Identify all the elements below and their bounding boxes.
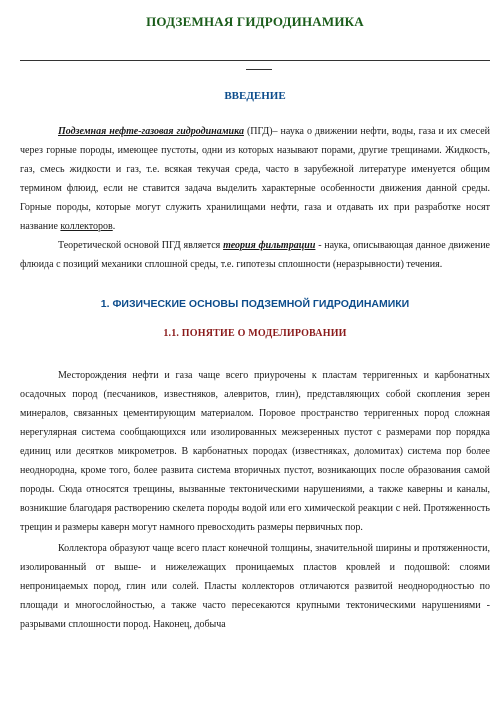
short-divider [246,69,272,70]
paragraph-deposits: Месторождения нефти и газа чаще всего приурочены к пластам терригенных и карбонатных осадочных пород (песчаников, известняков, алевритов, глин), представляющих собой скопления зерен минералов, связанных цементирующим материалом. Поровое пространство терригенных пород сложная нерегулярная система сообщающихся или изолированных межзеренных пустот с размерами пор порядка единиц или десятков микрометров. В карбонатных породах (известняках, доломитах) система пор более неоднородна, кроме того, более развита система вторичных пустот, возникающих после образования самой породы. Сюда относятся трещины, вызванные тектоническими нарушениями, а также каверны и каналы, возникшие благодаря растворению скелета породы водой или его химической реакции с ней. Протяженность трещин и размеры каверн могут намного превосходить размеры первичных пор. [20,370,490,533]
document-title: ПОДЗЕМНАЯ ГИДРОДИНАМИКА [146,14,364,29]
section-1-heading: 1. ФИЗИЧЕСКИЕ ОСНОВЫ ПОДЗЕМНОЙ ГИДРОДИНАМИКИ [100,298,410,310]
intro-paragraph-2 [20,236,490,274]
intro-p1-text-a: (ПГД)– наука о движении нефти, воды, газа и их смесей через горные породы, имеющее пустоты, одни из которых называют порами, другие трещинами. Жидкость, газ, смесь жидкости и газ, т.е. всякая текучая среда, часто в зарубежной литературе именуется общим термином флюид, если не ставится задача выделить характерные особенности движения данной среды. Горные породы, которые могут служить хранилищами нефти, газа и отдавать их при разработке носят название [20,126,491,232]
intro-heading: ВВЕДЕНИЕ [224,90,286,102]
term-pgd: Подземная нефте-газовая гидродинамика [58,126,244,137]
intro-p1-text-b: . [112,221,116,232]
intro-p2-text-a: Теоретической основой ПГД является [58,240,224,251]
intro-p2-text-b: - наука, описывающая данное движение флюида с позиций механики сплошной среды, т.е. гипотезы сплошности (неразрывности) течения. [20,240,490,270]
paragraph-collectors: Коллектора образуют чаще всего пласт конечной толщины, значительной ширины и протяженности, изолированный от выше- и нижележащих проницаемых пластов кровлей и подошвой: слоями непроницаемых пород, глин или солей. Пласты коллекторов отличаются развитой неоднородностью по площади и многослойностью, а также часто пересекаются крупными тектоническими нарушениями - разрывами сплошности пород. Наконец, добыча [20,543,490,630]
term-collectors: коллекторов [60,221,113,232]
intro-paragraph-1 [20,122,490,236]
title-divider [20,60,490,61]
term-filtration-theory: теория фильтрации [223,240,316,251]
subsection-1-1-heading: 1.1. ПОНЯТИЕ О МОДЕЛИРОВАНИИ [163,328,347,339]
